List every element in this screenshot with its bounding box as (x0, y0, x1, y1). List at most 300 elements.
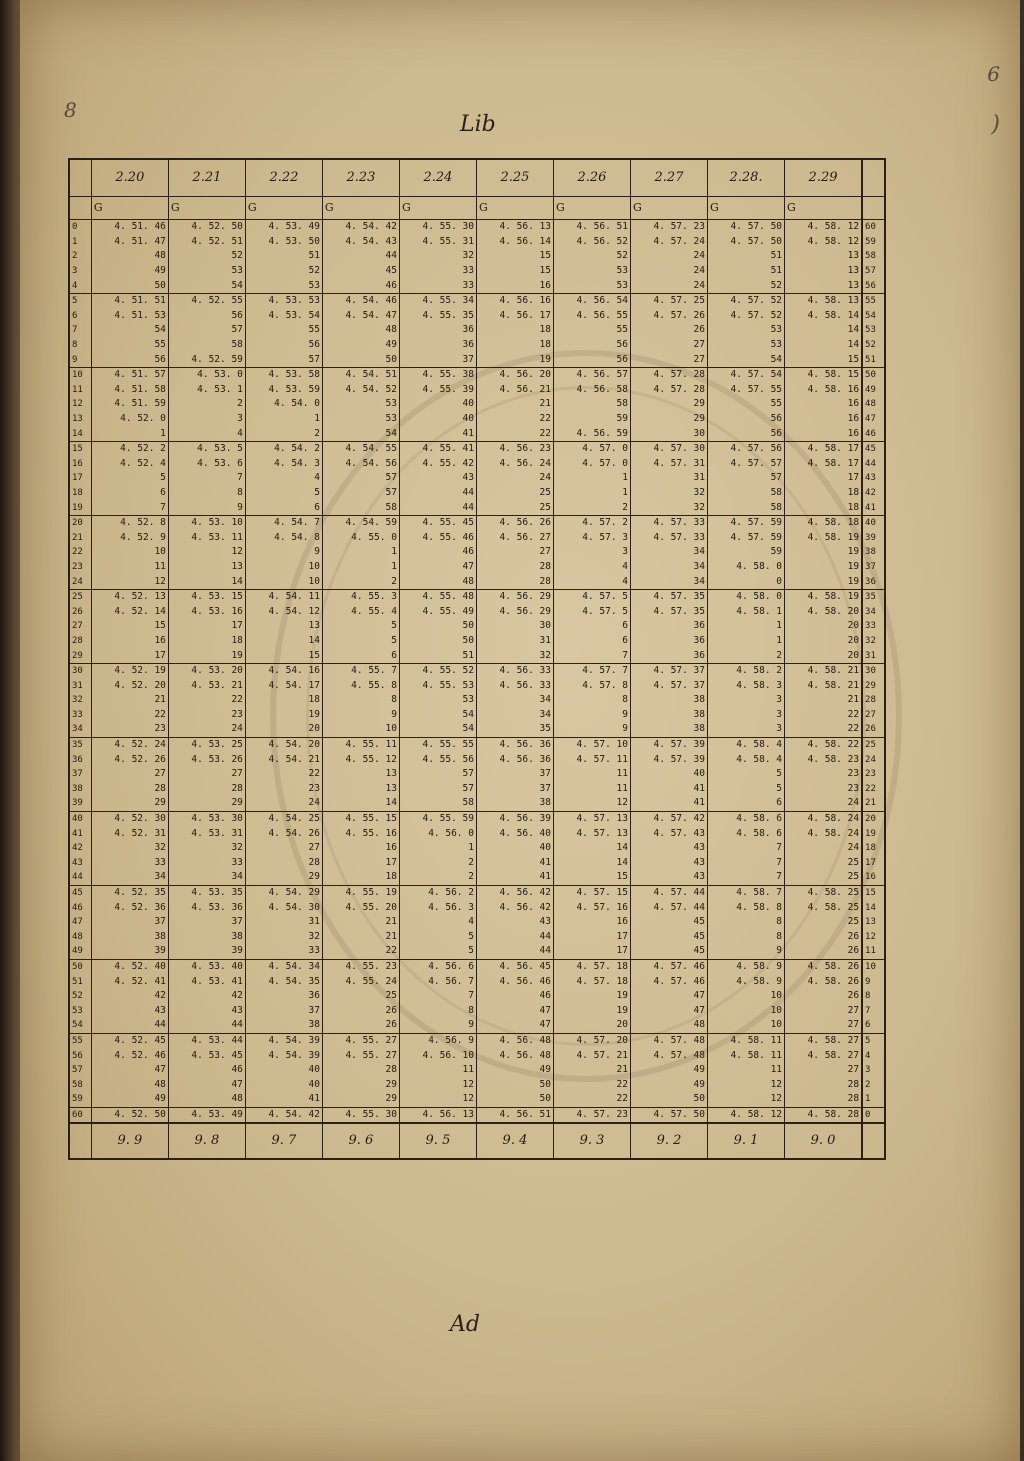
table-cell: 49 (91, 264, 168, 279)
table-cell: 2 (322, 574, 399, 589)
table-cell: 4. 58. 4 (708, 752, 785, 767)
table-cell: 28 (785, 1092, 863, 1107)
table-cell: 22 (785, 708, 863, 723)
table-cell: 4. 52. 50 (168, 220, 245, 235)
unit-label: G (630, 197, 707, 220)
table-cell: 4. 57. 48 (630, 1033, 707, 1048)
row-index-right: 28 (862, 693, 885, 708)
table-cell: 44 (399, 500, 476, 515)
table-cell: 4. 52. 13 (91, 589, 168, 604)
table-cell: 4. 57. 59 (708, 515, 785, 530)
table-cell: 24 (476, 471, 553, 486)
table-cell: 4. 52. 40 (91, 959, 168, 974)
column-header: 2.20 (91, 159, 168, 197)
table-row (69, 471, 885, 486)
table-cell: 49 (91, 1092, 168, 1107)
table-cell: 4. 57. 8 (553, 678, 630, 693)
table-cell: 44 (91, 1018, 168, 1033)
row-index-right: 36 (862, 574, 885, 589)
table-cell: 4. 53. 30 (168, 811, 245, 826)
table-row (69, 500, 885, 515)
table-cell: 4. 53. 5 (168, 441, 245, 456)
table-cell: 4. 56. 26 (476, 515, 553, 530)
table-cell: 4. 55. 20 (322, 900, 399, 915)
row-index-left: 5 (69, 293, 91, 308)
table-cell: 2 (168, 397, 245, 412)
table-cell: 41 (476, 870, 553, 885)
table-cell: 10 (322, 722, 399, 737)
table-cell: 4. 56. 6 (399, 959, 476, 974)
table-cell: 4. 56. 17 (476, 309, 553, 324)
row-index-left: 52 (69, 989, 91, 1004)
table-cell: 6 (322, 648, 399, 663)
table-cell: 19 (476, 352, 553, 367)
table-cell: 4. 56. 46 (476, 974, 553, 989)
footer-corner-left (69, 1123, 91, 1159)
table-cell: 4. 58. 27 (785, 1048, 863, 1063)
table-cell: 4. 53. 0 (168, 367, 245, 382)
table-cell: 4. 52. 26 (91, 752, 168, 767)
table-cell: 27 (630, 338, 707, 353)
table-cell: 24 (785, 841, 863, 856)
table-cell: 4. 56. 29 (476, 589, 553, 604)
table-cell: 28 (476, 574, 553, 589)
table-cell: 44 (399, 486, 476, 501)
row-index-left: 55 (69, 1033, 91, 1048)
table-cell: 3 (708, 708, 785, 723)
table-cell: 4 (399, 915, 476, 930)
table-cell: 47 (476, 1018, 553, 1033)
table-cell: 4. 55. 12 (322, 752, 399, 767)
table-cell: 8 (708, 930, 785, 945)
row-index-right: 56 (862, 278, 885, 293)
row-index-left: 35 (69, 737, 91, 752)
table-cell: 4 (245, 471, 322, 486)
column-footer: 9. 9 (91, 1123, 168, 1159)
table-cell: 16 (785, 397, 863, 412)
table-cell: 14 (168, 574, 245, 589)
row-index-right: 30 (862, 663, 885, 678)
table-cell: 4. 56. 13 (399, 1107, 476, 1123)
row-index-left: 4 (69, 278, 91, 293)
table-cell: 4 (553, 574, 630, 589)
table-cell: 33 (399, 264, 476, 279)
table-cell: 4. 57. 5 (553, 589, 630, 604)
row-index-left: 27 (69, 619, 91, 634)
table-cell: 34 (630, 560, 707, 575)
table-row (69, 634, 885, 649)
table-row (69, 515, 885, 530)
table-cell: 4. 56. 36 (476, 737, 553, 752)
table-cell: 4. 55. 31 (399, 235, 476, 250)
table-cell: 13 (322, 782, 399, 797)
table-cell: 19 (553, 989, 630, 1004)
table-cell: 51 (245, 249, 322, 264)
row-index-left: 10 (69, 367, 91, 382)
table-cell: 4. 57. 57 (708, 457, 785, 472)
table-cell: 4. 53. 50 (245, 235, 322, 250)
table-cell: 33 (91, 856, 168, 871)
table-cell: 4. 57. 10 (553, 737, 630, 752)
table-cell: 4. 56. 58 (553, 383, 630, 398)
column-footer: 9. 0 (785, 1123, 863, 1159)
column-header: 2.25 (476, 159, 553, 197)
table-cell: 38 (91, 930, 168, 945)
row-index-left: 26 (69, 604, 91, 619)
table-cell: 52 (245, 264, 322, 279)
table-row (69, 1048, 885, 1063)
table-cell: 5 (708, 782, 785, 797)
table-cell: 4. 53. 49 (245, 220, 322, 235)
table-cell: 4. 55. 4 (322, 604, 399, 619)
table-cell: 5 (91, 471, 168, 486)
table-cell: 47 (399, 560, 476, 575)
column-header: 2.22 (245, 159, 322, 197)
table-row (69, 737, 885, 752)
table-cell: 34 (91, 870, 168, 885)
table-cell: 48 (399, 574, 476, 589)
table-row (69, 589, 885, 604)
table-cell: 4. 58. 21 (785, 678, 863, 693)
table-cell: 9 (245, 545, 322, 560)
table-row (69, 796, 885, 811)
table-cell: 4. 57. 42 (630, 811, 707, 826)
table-cell: 37 (399, 352, 476, 367)
table-cell: 15 (91, 619, 168, 634)
table-cell: 13 (245, 619, 322, 634)
table-cell: 4. 55. 39 (399, 383, 476, 398)
table-cell: 4. 58. 6 (708, 826, 785, 841)
row-index-left: 45 (69, 885, 91, 900)
table-cell: 42 (168, 989, 245, 1004)
table-cell: 4. 58. 9 (708, 959, 785, 974)
unit-row (69, 197, 885, 220)
table-cell: 1 (322, 545, 399, 560)
table-cell: 4. 55. 52 (399, 663, 476, 678)
table-cell: 58 (322, 500, 399, 515)
row-index-right: 5 (862, 1033, 885, 1048)
row-index-right: 59 (862, 235, 885, 250)
table-cell: 33 (245, 944, 322, 959)
row-index-right: 46 (862, 426, 885, 441)
table-cell: 18 (476, 338, 553, 353)
row-index-left: 46 (69, 900, 91, 915)
table-cell: 4. 58. 6 (708, 811, 785, 826)
table-cell: 36 (245, 989, 322, 1004)
table-row (69, 323, 885, 338)
table-cell: 7 (168, 471, 245, 486)
table-row (69, 367, 885, 382)
table-cell: 4. 55. 23 (322, 959, 399, 974)
row-index-left: 53 (69, 1003, 91, 1018)
table-cell: 20 (785, 619, 863, 634)
table-cell: 4. 57. 50 (708, 235, 785, 250)
table-cell: 4. 57. 50 (630, 1107, 707, 1123)
folio-number-right: 6 (987, 62, 1000, 86)
table-cell: 25 (476, 486, 553, 501)
table-cell: 11 (553, 782, 630, 797)
table-cell: 4. 53. 44 (168, 1033, 245, 1048)
row-index-left: 59 (69, 1092, 91, 1107)
table-cell: 4. 56. 27 (476, 530, 553, 545)
table-cell: 4. 53. 35 (168, 885, 245, 900)
table-cell: 58 (708, 486, 785, 501)
table-cell: 4. 54. 55 (322, 441, 399, 456)
table-cell: 24 (630, 264, 707, 279)
table-cell: 18 (785, 486, 863, 501)
table-cell: 4. 56. 9 (399, 1033, 476, 1048)
table-cell: 46 (399, 545, 476, 560)
column-footer: 9. 4 (476, 1123, 553, 1159)
table-cell: 13 (322, 767, 399, 782)
table-cell: 4. 52. 36 (91, 900, 168, 915)
table-cell: 4. 58. 12 (785, 235, 863, 250)
table-cell: 4. 57. 3 (553, 530, 630, 545)
table-cell: 4. 53. 10 (168, 515, 245, 530)
column-footer: 9. 8 (168, 1123, 245, 1159)
table-row (69, 264, 885, 279)
table-cell: 55 (91, 338, 168, 353)
table-cell: 4. 58. 27 (785, 1033, 863, 1048)
table-cell: 4. 58. 24 (785, 811, 863, 826)
table-cell: 19 (553, 1003, 630, 1018)
row-index-right: 42 (862, 486, 885, 501)
table-cell: 4. 54. 34 (245, 959, 322, 974)
table-cell: 8 (708, 915, 785, 930)
row-index-right: 57 (862, 264, 885, 279)
table-cell: 29 (630, 397, 707, 412)
table-cell: 21 (91, 693, 168, 708)
table-cell: 40 (399, 412, 476, 427)
table-cell: 4. 55. 46 (399, 530, 476, 545)
table-cell: 4. 54. 20 (245, 737, 322, 752)
table-cell: 4. 52. 46 (91, 1048, 168, 1063)
table-cell: 4. 52. 30 (91, 811, 168, 826)
table-cell: 57 (708, 471, 785, 486)
table-cell: 10 (708, 989, 785, 1004)
row-index-right: 4 (862, 1048, 885, 1063)
table-cell: 23 (245, 782, 322, 797)
table-row (69, 1063, 885, 1078)
table-cell: 15 (476, 249, 553, 264)
table-cell: 4. 56. 33 (476, 663, 553, 678)
table-cell: 4. 58. 4 (708, 737, 785, 752)
table-cell: 53 (399, 693, 476, 708)
table-cell: 4. 58. 9 (708, 974, 785, 989)
table-cell: 7 (553, 648, 630, 663)
table-cell: 43 (630, 870, 707, 885)
table-cell: 27 (785, 1063, 863, 1078)
table-cell: 54 (168, 278, 245, 293)
column-header: 2.26 (553, 159, 630, 197)
table-row (69, 1003, 885, 1018)
unit-label: G (476, 197, 553, 220)
table-cell: 4. 53. 54 (245, 309, 322, 324)
table-cell: 54 (399, 708, 476, 723)
table-cell: 4. 55. 3 (322, 589, 399, 604)
table-row (69, 663, 885, 678)
table-cell: 53 (553, 278, 630, 293)
table-cell: 51 (708, 249, 785, 264)
table-cell: 28 (476, 560, 553, 575)
row-index-left: 18 (69, 486, 91, 501)
table-cell: 37 (476, 782, 553, 797)
row-index-left: 31 (69, 678, 91, 693)
table-cell: 59 (708, 545, 785, 560)
table-cell: 4. 56. 48 (476, 1033, 553, 1048)
table-cell: 43 (91, 1003, 168, 1018)
table-cell: 58 (399, 796, 476, 811)
table-cell: 4. 53. 26 (168, 752, 245, 767)
column-header: 2.27 (630, 159, 707, 197)
table-row (69, 782, 885, 797)
table-cell: 4. 54. 39 (245, 1033, 322, 1048)
row-index-left: 34 (69, 722, 91, 737)
table-cell: 46 (476, 989, 553, 1004)
row-index-right: 49 (862, 383, 885, 398)
table-cell: 4. 57. 26 (630, 309, 707, 324)
table-cell: 22 (785, 722, 863, 737)
table-cell: 58 (168, 338, 245, 353)
table-cell: 33 (168, 856, 245, 871)
table-row (69, 412, 885, 427)
table-cell: 7 (708, 841, 785, 856)
table-cell: 4. 55. 8 (322, 678, 399, 693)
table-cell: 4. 54. 12 (245, 604, 322, 619)
row-index-left: 25 (69, 589, 91, 604)
table-cell: 4. 54. 42 (245, 1107, 322, 1123)
table-cell: 35 (476, 722, 553, 737)
table-cell: 11 (399, 1063, 476, 1078)
table-cell: 22 (553, 1077, 630, 1092)
table-cell: 4. 57. 18 (553, 974, 630, 989)
table-cell: 23 (785, 767, 863, 782)
table-cell: 43 (630, 841, 707, 856)
table-cell: 58 (708, 500, 785, 515)
table-cell: 4. 57. 7 (553, 663, 630, 678)
table-cell: 4. 57. 20 (553, 1033, 630, 1048)
table-cell: 32 (245, 930, 322, 945)
table-cell: 54 (399, 722, 476, 737)
table-cell: 10 (708, 1003, 785, 1018)
table-cell: 45 (630, 944, 707, 959)
row-index-left: 44 (69, 870, 91, 885)
table-row (69, 870, 885, 885)
row-index-right: 23 (862, 767, 885, 782)
row-index-right: 17 (862, 856, 885, 871)
table-row (69, 811, 885, 826)
column-header: 2.29 (785, 159, 863, 197)
table-cell: 4. 55. 48 (399, 589, 476, 604)
table-cell: 28 (322, 1063, 399, 1078)
table-cell: 49 (630, 1063, 707, 1078)
table-row (69, 900, 885, 915)
row-index-right: 9 (862, 974, 885, 989)
row-index-right: 38 (862, 545, 885, 560)
row-index-right: 31 (862, 648, 885, 663)
astronomical-table (68, 158, 886, 1160)
table-cell: 4. 56. 42 (476, 885, 553, 900)
table-cell: 26 (322, 1003, 399, 1018)
table-cell: 4. 55. 59 (399, 811, 476, 826)
table-cell: 17 (168, 619, 245, 634)
table-cell: 32 (91, 841, 168, 856)
table-cell: 41 (245, 1092, 322, 1107)
table-cell: 56 (91, 352, 168, 367)
table-cell: 7 (91, 500, 168, 515)
table-cell: 8 (322, 693, 399, 708)
row-index-right: 51 (862, 352, 885, 367)
row-index-left: 47 (69, 915, 91, 930)
table-row (69, 1033, 885, 1048)
table-row (69, 338, 885, 353)
column-header: 2.21 (168, 159, 245, 197)
table-cell: 34 (630, 545, 707, 560)
table-cell: 48 (630, 1018, 707, 1033)
table-cell: 4. 55. 49 (399, 604, 476, 619)
table-cell: 28 (168, 782, 245, 797)
row-index-left: 8 (69, 338, 91, 353)
table-cell: 4. 56. 39 (476, 811, 553, 826)
table-cell: 24 (245, 796, 322, 811)
table-cell: 4. 57. 54 (708, 367, 785, 382)
table-row (69, 383, 885, 398)
table-cell: 4. 52. 14 (91, 604, 168, 619)
table-row (69, 249, 885, 264)
row-index-right: 26 (862, 722, 885, 737)
row-index-right: 18 (862, 841, 885, 856)
table-cell: 18 (476, 323, 553, 338)
row-index-right: 14 (862, 900, 885, 915)
table-cell: 56 (553, 352, 630, 367)
table-cell: 17 (553, 930, 630, 945)
table-cell: 4. 58. 12 (708, 1107, 785, 1123)
table-cell: 4. 56. 21 (476, 383, 553, 398)
row-index-left: 3 (69, 264, 91, 279)
table-cell: 4. 58. 17 (785, 457, 863, 472)
table-cell: 4. 52. 55 (168, 293, 245, 308)
table-cell: 39 (168, 944, 245, 959)
table-cell: 4. 56. 13 (476, 220, 553, 235)
table-cell: 4. 57. 48 (630, 1048, 707, 1063)
table-cell: 45 (630, 930, 707, 945)
table-cell: 4. 57. 0 (553, 457, 630, 472)
row-index-right: 45 (862, 441, 885, 456)
table-cell: 25 (785, 915, 863, 930)
table-cell: 4. 55. 30 (399, 220, 476, 235)
table-cell: 27 (91, 767, 168, 782)
table-cell: 4. 57. 52 (708, 309, 785, 324)
row-index-left: 54 (69, 1018, 91, 1033)
table-row (69, 974, 885, 989)
table-cell: 4. 56. 29 (476, 604, 553, 619)
row-index-right: 43 (862, 471, 885, 486)
table-cell: 50 (322, 352, 399, 367)
table-cell: 20 (785, 648, 863, 663)
table-cell: 4. 58. 0 (708, 589, 785, 604)
table-cell: 29 (322, 1092, 399, 1107)
table-cell: 49 (476, 1063, 553, 1078)
row-index-right: 35 (862, 589, 885, 604)
table-row (69, 648, 885, 663)
table-row (69, 678, 885, 693)
table-cell: 6 (553, 634, 630, 649)
table-cell: 17 (785, 471, 863, 486)
row-index-right: 25 (862, 737, 885, 752)
table-cell: 21 (553, 1063, 630, 1078)
table-cell: 4. 58. 22 (785, 737, 863, 752)
row-index-left: 42 (69, 841, 91, 856)
